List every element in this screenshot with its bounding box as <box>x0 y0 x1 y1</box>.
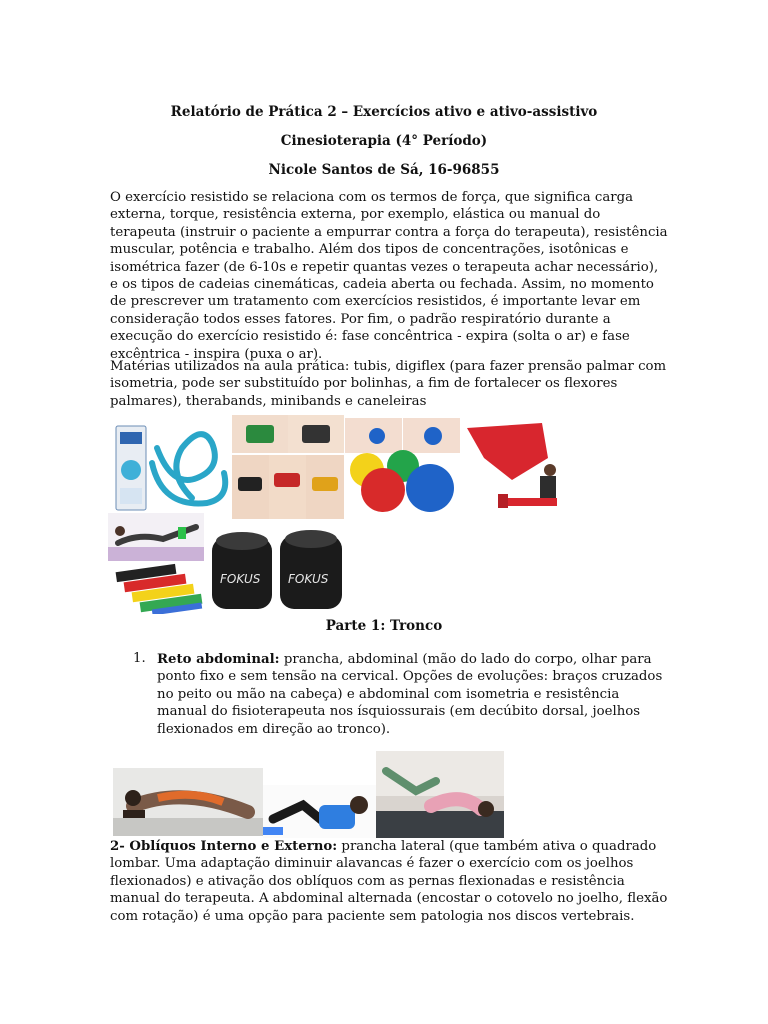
report-author: Nicole Santos de Sá, 16-96855 <box>268 162 500 178</box>
spiky-balls-image <box>345 418 460 518</box>
materials-paragraph: Matérias utilizados na aula prática: tubis, digiflex (para fazer prensão palmar com isometria, pode ser substituído por bolinhas, a fim de fortalecer os flexores palmares), therabands, minibands e caneleiras <box>110 359 667 409</box>
list-item-reto-abdominal <box>157 651 667 738</box>
section-heading: Parte 1: Tronco <box>325 618 443 634</box>
list-item-number: 1. <box>133 651 146 666</box>
report-subtitle: Cinesioterapia (4° Período) <box>280 133 488 149</box>
svg-text:FOKUS: FOKUS <box>288 572 329 586</box>
list-item-label: 2- Oblíquos Interno e Externo: <box>110 839 338 854</box>
svg-text:FOKUS: FOKUS <box>220 572 261 586</box>
list-item-text: prancha lateral (que também ativa o quadrado lombar. Uma adaptação diminuir alavancas é fazer o exercício com os joelhos flexionados) e ativação dos oblíquos com as pernas flexionadas e resistência manual do terapeuta. A abdominal alternada (encostar o cotovelo no joelho, flexão com rotação) é uma opção para paciente sem patologia nos discos vertebrais. <box>110 839 668 924</box>
list-item-label: Reto abdominal: <box>157 652 280 667</box>
crunch-image <box>263 785 376 838</box>
list-item-obliquos <box>110 838 670 925</box>
minibands-image <box>112 562 207 614</box>
theraband-image <box>462 418 572 518</box>
miniband-exercise-image <box>108 513 204 561</box>
ankle-weights-image <box>208 527 346 613</box>
plank-image <box>113 768 263 836</box>
digiflex-image <box>232 415 344 520</box>
report-title: Relatório de Prática 2 – Exercícios ativo e ativo-assistivo <box>170 104 598 120</box>
alternate-crunch-image <box>376 751 504 838</box>
tubing-image <box>112 418 232 518</box>
list-item-text: prancha, abdominal (mão do lado do corpo, olhar para ponto fixo e sem tensão na cervical. Opções de evoluções: braços cruzados no peito ou mão na cabeça) e abdominal com isometria e resistência manual do fisioterapeuta nos ísquiossurais (em decúbito dorsal, joelhos flexionados em direção ao tronco). <box>157 652 663 737</box>
intro-paragraph: O exercício resistido se relaciona com os termos de força, que significa carga externa, torque, resistência externa, por exemplo, elástica ou manual do terapeuta (instruir o paciente a empurrar contra a força do terapeuta), resistência muscular, potência e trabalho. Além dos tipos de concentrações, isotônicas e isométrica fazer (de 6-10s e repetir quantas vezes o terapeuta achar necessário), e os tipos de cadeias cinemáticas, cadeia aberta ou fechada. Assim, no momento de prescrever um tratamento com exercícios resistidos, é importante levar em consideração todos esses fatores. Por fim, o padrão respiratório durante a execução do exercício resistido é: fase concêntrica - expira (solta o ar) e fase excêntrica - inspira (puxa o ar). <box>110 190 668 362</box>
